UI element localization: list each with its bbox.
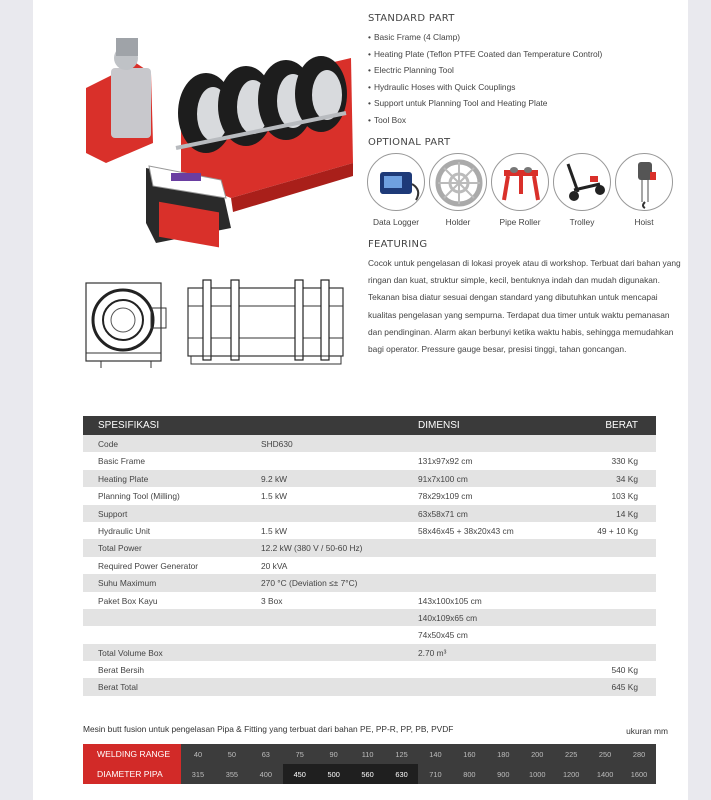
optional-item-data-logger [366, 153, 426, 227]
welding-values [181, 744, 656, 784]
welding-range-cell: 50 [227, 750, 236, 759]
welding-range-cell: 250 [598, 750, 612, 759]
welding-range-cell: 125 [395, 750, 408, 759]
machine-photo [81, 28, 356, 258]
spec-dimension-cell: 58x46x45 + 38x20x43 cm [418, 525, 514, 536]
header-berat: BERAT [605, 420, 638, 431]
spec-weight-cell: 540 Kg [611, 665, 638, 676]
spec-name-cell: Total Power [98, 543, 142, 554]
diameter-cell: 450 [283, 764, 317, 784]
table-row [83, 661, 656, 678]
welding-range-cell: 110 [361, 750, 374, 759]
spec-table-body [83, 435, 656, 696]
spec-value-cell: 3 Box [261, 595, 283, 606]
spec-name-cell: Total Volume Box [98, 647, 163, 658]
list-item: • Support untuk Planning Tool and Heating Plate [368, 95, 683, 112]
spec-name-cell: Planning Tool (Milling) [98, 491, 180, 502]
spec-weight-cell: 103 Kg [611, 491, 638, 502]
brochure-page [33, 0, 688, 800]
spec-value-cell: 1.5 kW [261, 491, 288, 502]
spec-name-cell: Support [98, 508, 128, 519]
spec-value-cell: 12.2 kW (380 V / 50-60 Hz) [261, 543, 363, 554]
table-row [83, 574, 656, 591]
optional-part-row [366, 153, 686, 233]
welding-range-cell: 90 [329, 750, 338, 759]
table-row [83, 592, 656, 609]
spec-dimension-cell: 2.70 m³ [418, 647, 447, 658]
spec-name-cell: Berat Total [98, 682, 138, 693]
table-row [83, 644, 656, 661]
table-row [83, 470, 656, 487]
list-item: • Heating Plate (Teflon PTFE Coated dan Temperature Control) [368, 46, 683, 63]
spec-name-cell: Suhu Maximum [98, 578, 157, 589]
holder-icon [429, 153, 487, 211]
material-note: Mesin butt fusion untuk pengelasan Pipa & Fitting yang terbuat dari bahan PE, PP-R, PP, PB, PVDF [83, 724, 454, 734]
header-spec: SPESIFIKASI [98, 420, 160, 431]
optional-item-label: Trolley [569, 217, 595, 227]
spec-name-cell: Required Power Generator [98, 560, 199, 571]
table-row [83, 609, 656, 626]
table-row [83, 452, 656, 469]
spec-name-cell: Berat Bersih [98, 665, 145, 676]
diameter-cell: 900 [497, 770, 510, 779]
spec-dimension-cell: 91x7x100 cm [418, 473, 468, 484]
welding-range-cell: 200 [531, 750, 544, 759]
list-item: • Basic Frame (4 Clamp) [368, 29, 683, 46]
diameter-cell: 1000 [529, 770, 546, 779]
spec-value-cell: 9.2 kW [261, 473, 288, 484]
spec-dimension-cell: 143x100x105 cm [418, 595, 482, 606]
optional-item-pipe-roller [490, 153, 550, 227]
spec-name-cell: Heating Plate [98, 473, 149, 484]
spec-value-cell: 1.5 kW [261, 525, 288, 536]
spec-weight-cell: 34 Kg [616, 473, 638, 484]
diameter-cell: 500 [317, 764, 351, 784]
table-row [83, 522, 656, 539]
spec-value-cell: 20 kVA [261, 560, 288, 571]
optional-item-label: Hoist [634, 217, 654, 227]
optional-item-hoist [614, 153, 674, 227]
welding-range-cell: 140 [429, 750, 442, 759]
list-item: • Hydraulic Hoses with Quick Couplings [368, 79, 683, 96]
spec-dimension-cell: 78x29x109 cm [418, 491, 473, 502]
standard-part-list [368, 29, 683, 129]
spec-name-cell: Paket Box Kayu [98, 595, 158, 606]
diameter-cell: 315 [191, 770, 205, 779]
spec-value-cell: 270 °C (Deviation ≤± 7°C) [261, 578, 358, 589]
table-row [83, 505, 656, 522]
diameter-cell: 1200 [562, 770, 580, 779]
list-item: • Electric Planning Tool [368, 62, 683, 79]
welding-range-cell: 280 [632, 750, 646, 759]
optional-item-label: Pipe Roller [499, 217, 541, 227]
data-logger-icon [367, 153, 425, 211]
table-row [83, 678, 656, 695]
optional-item-label: Holder [445, 217, 471, 227]
pipe-roller-icon [491, 153, 549, 211]
front-view-drawing [183, 278, 348, 370]
unit-note: ukuran mm [626, 726, 668, 736]
table-row [83, 435, 656, 452]
standard-part-title: STANDARD PART [368, 13, 455, 24]
diameter-cell: 1600 [630, 770, 648, 779]
diameter-cell: 560 [351, 764, 385, 784]
spec-name-cell: Hydraulic Unit [98, 525, 151, 536]
spec-table-header [83, 416, 656, 435]
spec-dimension-cell: 74x50x45 cm [418, 630, 468, 641]
welding-range-cell: 40 [193, 750, 203, 759]
spec-weight-cell: 14 Kg [616, 508, 638, 519]
spec-weight-cell: 49 + 10 Kg [597, 525, 638, 536]
list-item: • Tool Box [368, 112, 683, 129]
welding-range-cell: 225 [564, 750, 578, 759]
diameter-cell: 400 [259, 770, 272, 779]
side-view-drawing [81, 278, 176, 370]
table-row [83, 487, 656, 504]
table-row [83, 557, 656, 574]
featuring-title: FEATURING [368, 239, 428, 250]
optional-part-title: OPTIONAL PART [368, 137, 451, 148]
spec-value-cell: SHD630 [261, 439, 293, 449]
spec-table [83, 416, 656, 696]
optional-item-label: Data Logger [372, 217, 420, 227]
welding-range-cell: 75 [295, 750, 304, 759]
diameter-pipa-label: DIAMETER PIPA [83, 764, 181, 784]
hoist-icon [615, 153, 673, 211]
spec-dimension-cell: 140x109x65 cm [418, 612, 478, 623]
diameter-cell: 800 [463, 770, 476, 779]
welding-range-label: WELDING RANGE [83, 744, 181, 764]
welding-range-cell: 63 [261, 750, 270, 759]
spec-dimension-cell: 131x97x92 cm [418, 456, 473, 467]
table-row [83, 626, 656, 643]
spec-weight-cell: 330 Kg [611, 456, 638, 467]
table-row [83, 539, 656, 556]
diameter-cell: 355 [225, 770, 239, 779]
spec-name-cell: Basic Frame [98, 456, 146, 467]
diameter-cell: 710 [429, 770, 442, 779]
optional-item-holder [428, 153, 488, 227]
header-dimensi: DIMENSI [418, 420, 460, 431]
optional-item-trolley [552, 153, 612, 227]
welding-range-table [83, 744, 656, 784]
spec-dimension-cell: 63x58x71 cm [418, 508, 468, 519]
featuring-text: Cocok untuk pengelasan di lokasi proyek atau di workshop. Terbuat dari bahan yang ringan dan kuat, struktur simple, kecil, bentuknya indah dan mudah digunakan. Tekanan bisa diatur sesuai dengan standard yang dibutuhkan untuk mencapai kualitas pengelasan yang sempurna. Terdapat dua timer untuk waktu pemanasan dan pendinginan. Alarm akan berbunyi ketika waktu habis, sehingga memudahkan bagi operator. Pressure gauge besar, presisi tinggi, tahan goncangan. [368, 258, 681, 355]
diameter-cell: 1400 [596, 770, 614, 779]
trolley-icon [553, 153, 611, 211]
spec-weight-cell: 645 Kg [611, 682, 638, 693]
diameter-cell: 630 [385, 764, 419, 784]
welding-range-cell: 180 [497, 750, 510, 759]
spec-name-cell: Code [98, 439, 119, 449]
welding-range-cell: 160 [463, 750, 476, 759]
